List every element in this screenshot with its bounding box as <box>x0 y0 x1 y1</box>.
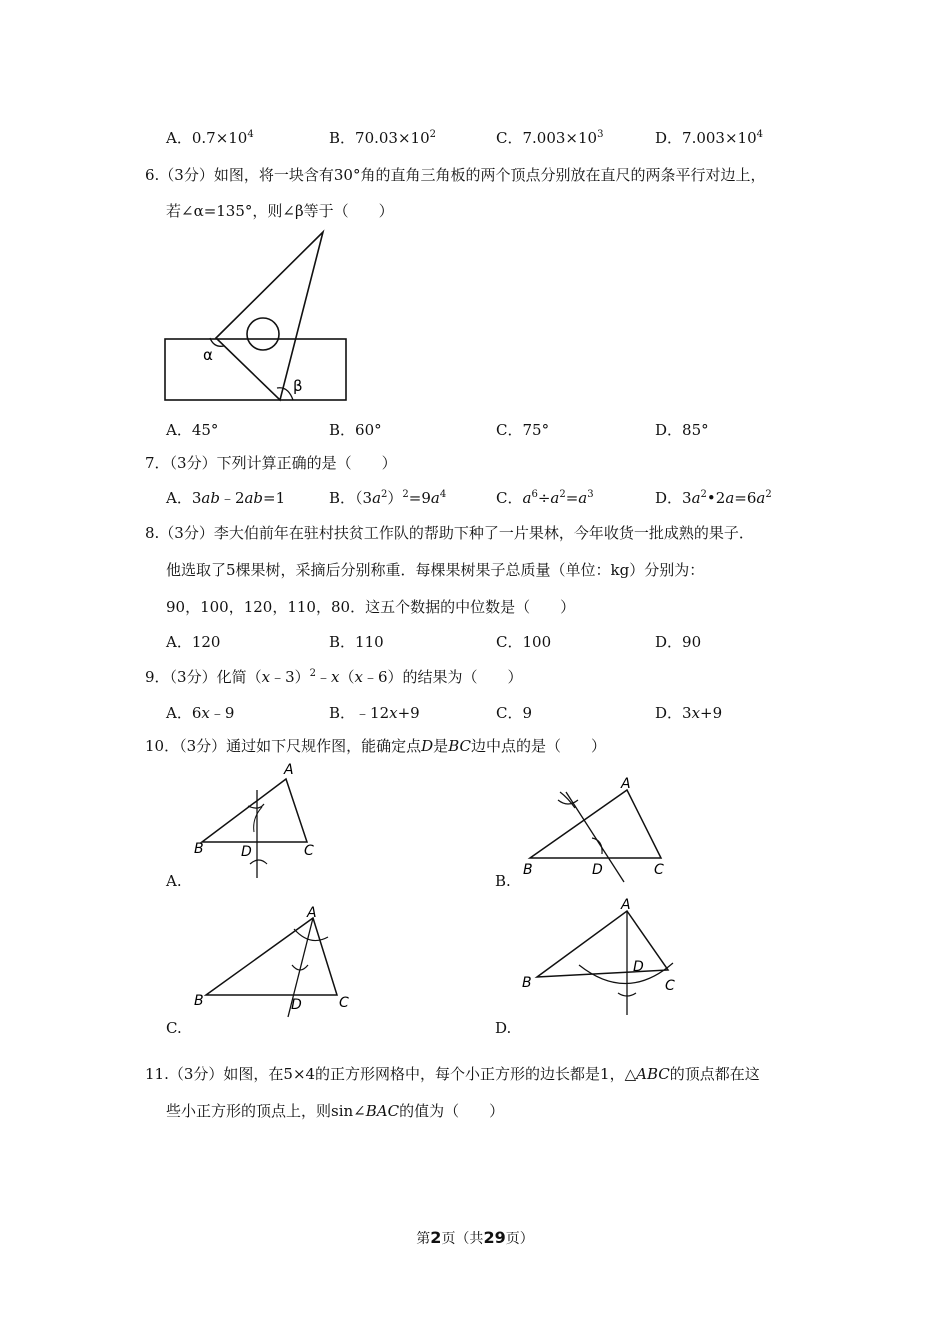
svg-text:B: B <box>523 862 533 878</box>
svg-text:D: D <box>592 862 603 878</box>
svg-text:A: A <box>284 762 294 778</box>
q10-figure-b <box>520 770 680 885</box>
svg-text:B: B <box>194 993 204 1009</box>
q6-option-a: A．45° <box>166 421 219 439</box>
q8-option-c: C．100 <box>496 633 552 651</box>
q8-stem-line1: 8.（3分）李大伯前年在驻村扶贫工作队的帮助下种了一片果林，今年收货一批成熟的果子． <box>145 524 754 542</box>
q5-option-d: D．$7.003\times 10^4$ <box>655 129 763 147</box>
q5-option-c: C．$7.003\times 10^3$ <box>496 129 604 147</box>
page-number: 2 <box>430 1228 442 1247</box>
q6-option-d: D．85° <box>655 421 709 439</box>
q7-option-b: B．$(3a^2)^2=9a^4$ <box>329 489 447 507</box>
q10-option-b-label: B. <box>495 872 511 890</box>
q8-option-a: A．120 <box>166 633 221 651</box>
q10-option-c-label: C. <box>166 1019 182 1037</box>
q6-stem-line2: 若∠α=135°，则∠β等于（ ） <box>166 202 394 220</box>
svg-text:A: A <box>621 776 631 792</box>
q7-stem: 7．（3分）下列计算正确的是（ ） <box>145 454 397 472</box>
q10-option-a-label: A. <box>166 872 182 890</box>
svg-text:A: A <box>307 905 317 921</box>
beta-label: β <box>293 377 303 395</box>
q7-option-c: C．$a^6\div a^2=a^3$ <box>496 489 594 507</box>
set-square-hole <box>247 318 279 350</box>
triangle-set-square <box>216 232 323 400</box>
q10-figure-d <box>515 895 690 1020</box>
beta-arc <box>277 388 293 400</box>
alpha-label: α <box>203 346 213 364</box>
q6-option-c: C．75° <box>496 421 550 439</box>
q11-stem-line1: 11.（3分）如图，在5×4的正方形网格中，每个小正方形的边长都是1，△ABC的顶点都在这 <box>145 1065 760 1083</box>
q8-option-d: D．90 <box>655 633 702 651</box>
svg-text:A: A <box>621 897 631 913</box>
q9-option-d: D．3x+9 <box>655 704 723 722</box>
svg-text:D: D <box>633 959 644 975</box>
q5-option-a: A．$0.7\times 10^4$ <box>166 129 254 147</box>
svg-text:B: B <box>522 975 532 991</box>
q7-option-d: D．$3a^2•2a=6a^2$ <box>655 489 772 507</box>
svg-text:D: D <box>241 844 252 860</box>
q6-option-b: B．60° <box>329 421 382 439</box>
svg-text:D: D <box>291 997 302 1013</box>
q9-stem: 9．（3分）化简（x﹣3）$^2$﹣x（x﹣6）的结果为（ ） <box>145 668 523 686</box>
q8-stem-line3: 90，100，120，110，80．这五个数据的中位数是（ ） <box>166 598 576 616</box>
q11-stem-line2: 些小正方形的顶点上，则sin∠BAC的值为（ ） <box>166 1102 505 1120</box>
svg-text:C: C <box>654 862 664 878</box>
q10-figure-a <box>190 760 330 885</box>
svg-text:C: C <box>665 978 675 994</box>
q9-option-c: C．9 <box>496 704 533 722</box>
q10-figure-c <box>190 905 360 1023</box>
q10-option-d-label: D. <box>495 1019 512 1037</box>
q7-option-a: A．3ab﹣2ab=1 <box>166 489 286 507</box>
page-total: 29 <box>483 1228 506 1247</box>
q8-stem-line2: 他选取了5棵果树，采摘后分别称重．每棵果树果子总质量（单位：kg）分别为： <box>166 561 705 579</box>
q6-stem-line1: 6.（3分）如图，将一块含有30°角的直角三角板的两个顶点分别放在直尺的两条平行对边上， <box>145 166 766 184</box>
q9-option-b: B．﹣12x+9 <box>329 704 420 722</box>
svg-text:B: B <box>194 841 204 857</box>
q6-figure <box>160 228 355 406</box>
svg-text:C: C <box>304 843 314 859</box>
q9-option-a: A．6x﹣9 <box>166 704 235 722</box>
svg-text:C: C <box>339 995 349 1011</box>
q10-stem: 10．（3分）通过如下尺规作图，能确定点D是BC边中点的是（ ） <box>145 737 606 755</box>
page-footer: 第2页（共29页） <box>416 1228 534 1247</box>
q5-option-b: B．$70.03\times 10^2$ <box>329 129 436 147</box>
q8-option-b: B．110 <box>329 633 384 651</box>
